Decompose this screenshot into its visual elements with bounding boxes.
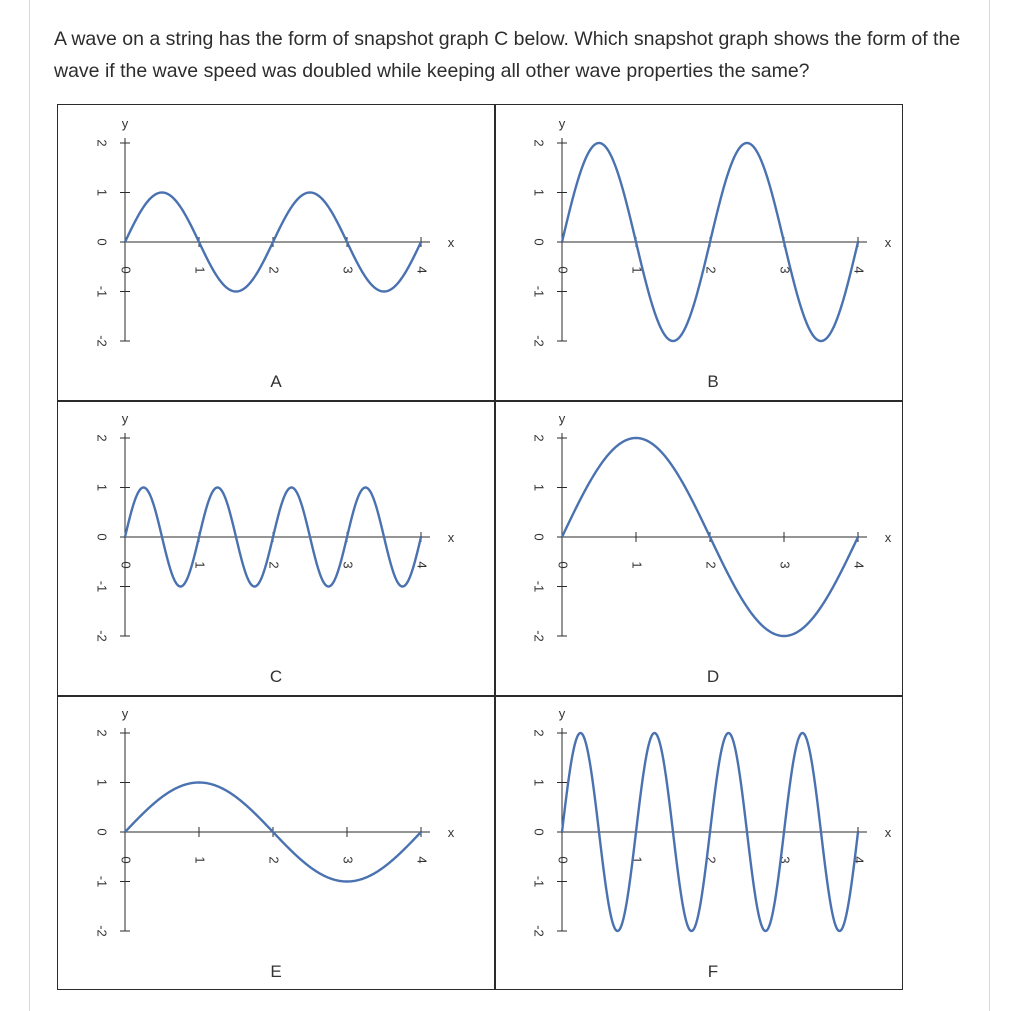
graph-B-y-tick-label: 1 <box>531 188 547 197</box>
graph-A-data-point <box>235 290 237 292</box>
graph-F-data-point <box>616 930 618 932</box>
graph-B-data-point <box>746 142 748 144</box>
graph-C-y-tick-label: 1 <box>94 483 110 492</box>
graph-D-data-point <box>783 635 785 637</box>
right-page-edge <box>989 0 990 1011</box>
graph-D-y-tick-label: -2 <box>531 630 547 642</box>
graph-F-data-point <box>820 831 822 833</box>
graph-F-data-point <box>690 930 692 932</box>
graph-E-data-point <box>420 831 422 833</box>
graph-D-ylabel: y <box>558 411 566 426</box>
graph-B-y-tick-label: -2 <box>531 335 547 347</box>
graph-D-data-point <box>709 536 711 538</box>
graph-D-data-point <box>857 536 859 538</box>
graph-F-data-point <box>838 930 840 932</box>
graph-F-label: F <box>707 962 719 981</box>
graph-E-y-tick-label: 0 <box>94 828 110 836</box>
graph-E-ylabel: y <box>121 706 129 721</box>
graph-C[interactable] <box>58 400 494 695</box>
graph-F[interactable] <box>495 695 931 990</box>
graph-E-x-tick-label: 0 <box>118 856 134 864</box>
graph-E-x-tick-label: 1 <box>192 856 208 864</box>
graph-F-data-point <box>653 732 655 734</box>
graph-F-y-tick-label: -2 <box>531 925 547 937</box>
graph-A-data-point <box>420 241 422 243</box>
graph-A-x-tick-label: 1 <box>192 266 208 274</box>
graph-A-y-tick-label: -2 <box>94 335 110 347</box>
graph-A-y-tick-label: 1 <box>94 188 110 197</box>
graph-B-data-point <box>783 241 785 243</box>
graph-E-plot <box>58 695 494 990</box>
graph-D-label: D <box>706 667 720 686</box>
graph-B-x-tick-label: 2 <box>703 266 719 274</box>
graph-C-ylabel: y <box>121 411 129 426</box>
graph-E-xlabel: x <box>447 825 455 840</box>
graph-F-data-point <box>598 831 600 833</box>
graph-C-data-point <box>346 536 348 538</box>
graph-F-data-point <box>801 732 803 734</box>
graph-D-x-tick-label: 1 <box>629 561 645 569</box>
graph-C-data-point <box>124 536 126 538</box>
graph-C-data-point <box>309 536 311 538</box>
graph-F-data-point <box>635 831 637 833</box>
graph-E[interactable] <box>58 695 494 990</box>
graph-F-x-tick-label: 2 <box>703 856 719 864</box>
graph-E-y-tick-label: -1 <box>94 875 110 888</box>
graph-A-data-point <box>124 241 126 243</box>
graph-C-data-point <box>161 536 163 538</box>
graph-A-xlabel: x <box>447 235 455 250</box>
graph-B-x-tick-label: 0 <box>555 266 571 274</box>
graph-C-data-point <box>327 585 329 587</box>
graph-F-data-point <box>727 732 729 734</box>
graph-A-data-point <box>161 191 163 193</box>
graph-C-data-point <box>253 585 255 587</box>
graph-C-x-tick-label: 4 <box>414 561 430 569</box>
graph-B-data-point <box>820 340 822 342</box>
graph-F-y-tick-label: 1 <box>531 778 547 787</box>
graph-C-y-tick-label: -2 <box>94 630 110 642</box>
graph-C-data-point <box>235 536 237 538</box>
graph-C-data-point <box>216 486 218 488</box>
graph-C-label: C <box>269 667 283 686</box>
graph-A[interactable] <box>58 105 494 400</box>
graph-C-x-tick-label: 2 <box>266 561 282 569</box>
graph-D-y-tick-label: 2 <box>531 434 547 442</box>
graph-E-y-tick-label: 2 <box>94 729 110 737</box>
graph-B-x-tick-label: 1 <box>629 266 645 274</box>
graph-A-y-tick-label: 2 <box>94 139 110 147</box>
graph-A-x-tick-label: 0 <box>118 266 134 274</box>
graph-C-y-tick-label: 2 <box>94 434 110 442</box>
graph-D-x-tick-label: 4 <box>851 561 867 569</box>
graph-F-data-point <box>709 831 711 833</box>
graph-D-data-point <box>561 536 563 538</box>
graph-B-data-point <box>709 241 711 243</box>
graph-C-data-point <box>401 585 403 587</box>
graph-A-data-point <box>346 241 348 243</box>
graph-D-y-tick-label: -1 <box>531 580 547 593</box>
graph-F-xlabel: x <box>884 825 892 840</box>
graph-F-data-point <box>857 831 859 833</box>
graph-A-plot <box>58 105 494 400</box>
graph-E-x-tick-label: 3 <box>340 856 356 864</box>
graph-A-label: A <box>270 372 282 391</box>
graph-A-y-tick-label: 0 <box>94 238 110 246</box>
graph-A-data-point <box>198 241 200 243</box>
graph-B-label: B <box>707 372 719 391</box>
graph-A-data-point <box>309 191 311 193</box>
graph-F-x-tick-label: 4 <box>851 856 867 864</box>
graph-E-x-tick-label: 4 <box>414 856 430 864</box>
graph-B-x-tick-label: 3 <box>777 266 793 274</box>
graph-D-data-point <box>635 437 637 439</box>
graph-D-x-tick-label: 0 <box>555 561 571 569</box>
graph-B-y-tick-label: 2 <box>531 139 547 147</box>
graph-D-x-tick-label: 3 <box>777 561 793 569</box>
graph-B-data-point <box>672 340 674 342</box>
graph-grid <box>57 104 903 990</box>
graph-D-y-tick-label: 0 <box>531 533 547 541</box>
graph-C-data-point <box>420 536 422 538</box>
graph-A-ylabel: y <box>121 116 129 131</box>
graph-F-x-tick-label: 0 <box>555 856 571 864</box>
graph-F-ylabel: y <box>558 706 566 721</box>
graph-F-data-point <box>672 831 674 833</box>
graph-C-xlabel: x <box>447 530 455 545</box>
graph-F-data-point <box>764 930 766 932</box>
graph-E-data-point <box>198 781 200 783</box>
graph-F-y-tick-label: 0 <box>531 828 547 836</box>
graph-D[interactable] <box>495 400 931 695</box>
graph-C-data-point <box>364 486 366 488</box>
graph-E-data-point <box>346 880 348 882</box>
graph-E-label: E <box>270 962 282 981</box>
graph-A-x-tick-label: 3 <box>340 266 356 274</box>
graph-F-plot <box>495 695 931 990</box>
graph-B-data-point <box>857 241 859 243</box>
graph-B-xlabel: x <box>884 235 892 250</box>
graph-B-y-tick-label: 0 <box>531 238 547 246</box>
graph-B-data-point <box>561 241 563 243</box>
graph-F-x-tick-label: 3 <box>777 856 793 864</box>
graph-C-data-point <box>272 536 274 538</box>
graph-B[interactable] <box>495 105 931 400</box>
graph-C-data-point <box>179 585 181 587</box>
graph-C-x-tick-label: 1 <box>192 561 208 569</box>
graph-F-data-point <box>561 831 563 833</box>
graph-C-data-point <box>383 536 385 538</box>
graph-F-data-point <box>746 831 748 833</box>
graph-D-y-tick-label: 1 <box>531 483 547 492</box>
graph-D-plot <box>495 400 931 695</box>
graph-D-x-tick-label: 2 <box>703 561 719 569</box>
graph-C-x-tick-label: 0 <box>118 561 134 569</box>
graph-C-data-point <box>142 486 144 488</box>
graph-F-data-point <box>579 732 581 734</box>
graph-B-ylabel: y <box>558 116 566 131</box>
graph-A-x-tick-label: 4 <box>414 266 430 274</box>
graph-C-x-tick-label: 3 <box>340 561 356 569</box>
graph-C-data-point <box>290 486 292 488</box>
graph-C-data-point <box>198 536 200 538</box>
graph-E-x-tick-label: 2 <box>266 856 282 864</box>
graph-F-x-tick-label: 1 <box>629 856 645 864</box>
graph-D-xlabel: x <box>884 530 892 545</box>
graph-B-y-tick-label: -1 <box>531 285 547 298</box>
graph-F-data-point <box>783 831 785 833</box>
graph-E-data-point <box>124 831 126 833</box>
graph-C-y-tick-label: 0 <box>94 533 110 541</box>
graph-C-y-tick-label: -1 <box>94 580 110 593</box>
graph-B-data-point <box>635 241 637 243</box>
question-text: A wave on a string has the form of snapshot graph C below. Which snapshot graph shows the form of the wave if the wave speed was doubled while keeping all other wave properties the same? <box>54 28 961 82</box>
graph-A-data-point <box>272 241 274 243</box>
graph-E-data-point <box>272 831 274 833</box>
graph-B-plot <box>495 105 931 400</box>
graph-F-y-tick-label: 2 <box>531 729 547 737</box>
graph-A-y-tick-label: -1 <box>94 285 110 298</box>
graph-A-data-point <box>383 290 385 292</box>
left-page-edge <box>29 0 30 1011</box>
graph-A-x-tick-label: 2 <box>266 266 282 274</box>
graph-F-y-tick-label: -1 <box>531 875 547 888</box>
graph-B-data-point <box>598 142 600 144</box>
graph-C-plot <box>58 400 494 695</box>
graph-E-y-tick-label: -2 <box>94 925 110 937</box>
graph-B-x-tick-label: 4 <box>851 266 867 274</box>
graph-E-y-tick-label: 1 <box>94 778 110 787</box>
